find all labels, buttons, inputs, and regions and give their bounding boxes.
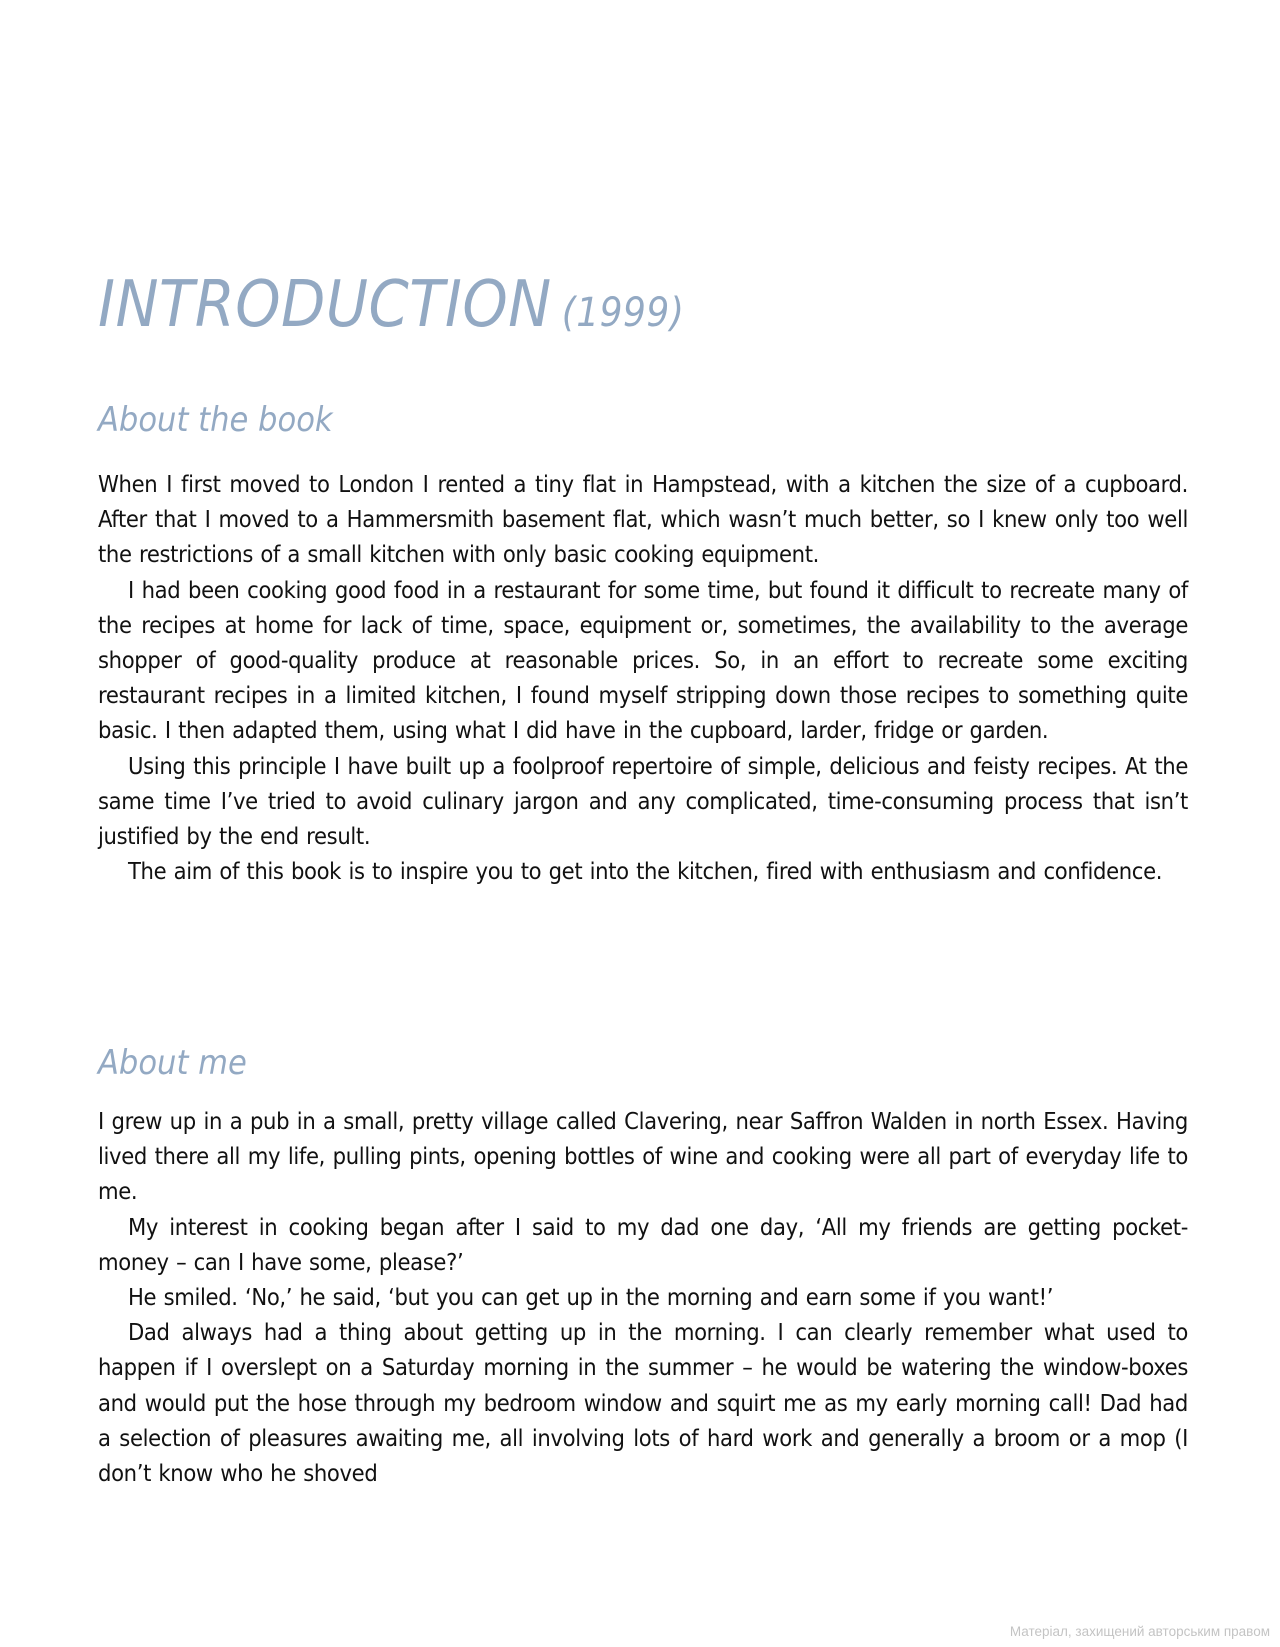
paragraph: Using this principle I have built up a foolproof repertoire of simple, delicious and feisty recipes. At the same time I’ve tried to avoid culinary jargon and any complicated, time-consuming process that isn’t justified by the end result.: [98, 751, 1188, 851]
paragraph: When I first moved to London I rented a tiny flat in Hampstead, with a kitchen the size of a cupboard. After that I moved to a Hammersmith basement flat, which wasn’t much better, so I knew only too well the restrictions of a small kitchen with only basic cooking equipment.: [98, 470, 1188, 569]
section-heading: About the book: [98, 400, 333, 440]
title-year: (1999): [561, 290, 685, 336]
paragraph: He smiled. ‘No,’ he said, ‘but you can get up in the morning and earn some if you want!’: [128, 1283, 1054, 1312]
title-main: INTRODUCTION: [98, 268, 552, 342]
section-about-the-book: [98, 400, 1188, 889]
paragraph: The aim of this book is to inspire you to get into the kitchen, fired with enthusiasm and confidence.: [128, 857, 1163, 886]
paragraph: Dad always had a thing about getting up in the morning. I can clearly remember what used to happen if I overslept on a Saturday morning in the summer – he would be watering the window-boxes and would put the hose through my bedroom window and squirt me as my early morning call! Dad had a selection of pleasures awaiting me, all involving lots of hard work and generally a broom or a mop (I don’t know who he shoved: [98, 1318, 1188, 1488]
paragraph: I grew up in a pub in a small, pretty village called Clavering, near Saffron Walden in north Essex. Having lived there all my life, pulling pints, opening bottles of wine and cooking were all part of everyday life to me.: [98, 1107, 1188, 1206]
section-heading: About me: [98, 1043, 247, 1083]
section-about-me: [98, 1043, 1188, 1491]
page-title: [98, 268, 684, 342]
section-body: [98, 1104, 1188, 1491]
paragraph: My interest in cooking began after I said to my dad one day, ‘All my friends are getting pocket-money – can I have some, please?’: [98, 1212, 1188, 1276]
section-body: [98, 467, 1188, 889]
paragraph: I had been cooking good food in a restaurant for some time, but found it difficult to recreate many of the recipes at home for lack of time, space, equipment or, sometimes, the availability to the average shopper of good-quality produce at reasonable prices. So, in an effort to recreate some exciting restaurant recipes in a limited kitchen, I found myself stripping down those recipes to something quite basic. I then adapted them, using what I did have in the cupboard, larder, fridge or garden.: [98, 575, 1188, 745]
copyright-watermark: Матеріал, захищений авторським правом: [1009, 1624, 1270, 1639]
